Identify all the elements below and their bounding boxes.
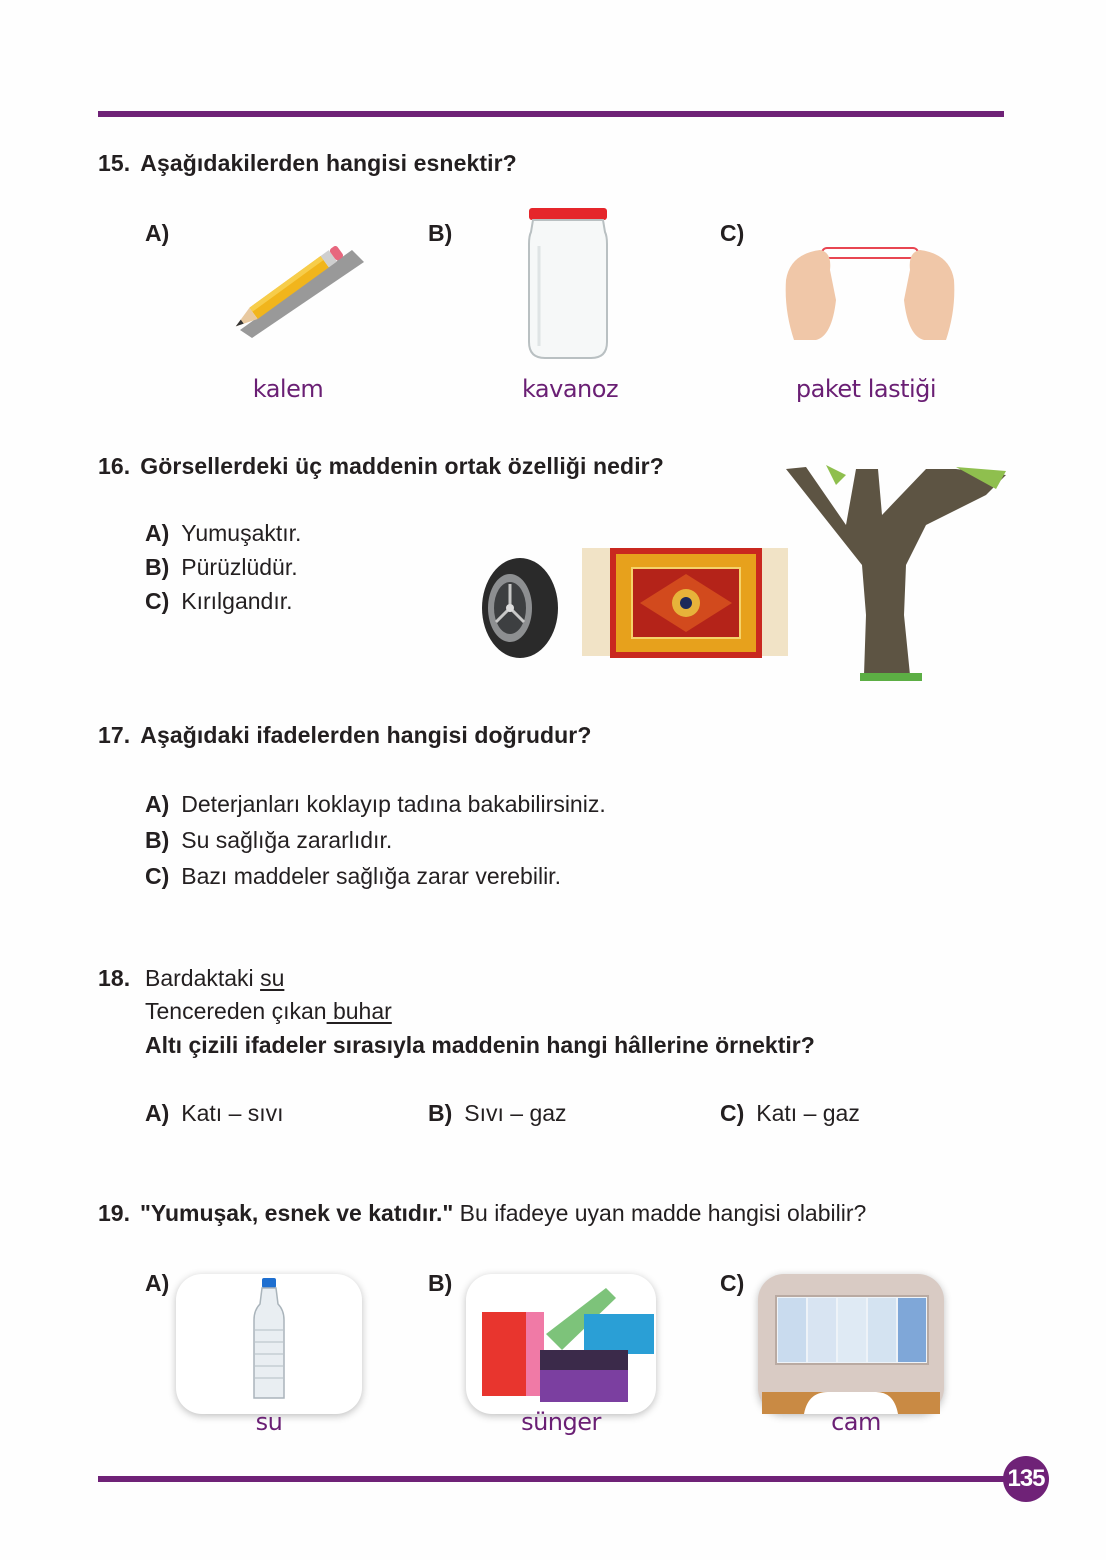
q19-option-a-caption: su [255,1408,283,1436]
question-text: Görsellerdeki üç maddenin ortak özelliği nedir? [140,453,664,479]
jar-image [525,206,611,362]
q16-option-c[interactable]: C) Kırılgandır. [145,588,293,614]
q15-option-b-caption: kavanoz [521,375,619,403]
water-bottle-card[interactable] [176,1274,362,1414]
q16-option-b[interactable]: B) Pürüzlüdür. [145,554,298,580]
underlined-word: buhar [326,998,392,1024]
pencil-image [222,222,367,342]
q17-option-c[interactable]: C) Bazı maddeler sağlığa zarar verebilir. [145,863,561,889]
question-number: 15. [98,150,131,176]
q19-option-c-caption: cam [831,1408,881,1436]
question-19 [98,1200,866,1227]
sponges-card[interactable] [466,1274,656,1414]
question-quote: "Yumuşak, esnek ve katıdır." [139,1200,454,1226]
q18-line-1: Bardaktaki su [145,965,285,991]
question-18-number: 18. [98,965,131,991]
q19-option-b-label: B) [428,1270,453,1296]
q18-option-a[interactable]: A) Katı – sıvı [145,1100,284,1126]
q15-option-b-label: B) [428,220,453,246]
q17-option-a[interactable]: A) Deterjanları koklayıp tadına bakabilirsiniz. [145,791,606,817]
page-number-badge: 135 [1003,1456,1049,1502]
sponges-image [466,1274,656,1414]
rubber-band-image [780,240,960,342]
q17-option-b[interactable]: B) Su sağlığa zararlıdır. [145,827,393,853]
bottom-divider [98,1476,1008,1482]
q15-option-a-caption: kalem [252,375,324,403]
q19-option-b-caption: sünger [521,1408,601,1436]
q19-option-c-label: C) [720,1270,745,1296]
question-17 [98,722,591,749]
q15-option-a-label: A) [145,220,170,246]
q18-line-2: Tencereden çıkan buhar [145,998,392,1024]
q19-option-a-label: A) [145,1270,170,1296]
q18-question: Altı çizili ifadeler sırasıyla maddenin hangi hâllerine örnektir? [145,1032,815,1058]
question-number: 19. [98,1200,130,1226]
window-card[interactable] [758,1274,944,1414]
tire-image [480,556,560,660]
question-number: 17. [98,722,131,748]
question-text: Bu ifadeye uyan madde hangisi olabilir? [453,1200,867,1226]
window-image [758,1274,944,1414]
question-text: Aşağıdakilerden hangisi esnektir? [140,150,517,176]
question-15 [98,150,517,177]
top-divider [98,111,1004,117]
q16-option-a[interactable]: A) Yumuşaktır. [145,520,302,546]
tree-trunk-image [786,465,1008,685]
question-text: Aşağıdaki ifadelerden hangisi doğrudur? [140,722,592,748]
underlined-word: su [260,965,285,991]
water-bottle-image [176,1274,362,1414]
q18-option-b[interactable]: B) Sıvı – gaz [428,1100,567,1126]
q15-option-c-caption: paket lastiği [795,375,937,403]
question-number: 16. [98,453,131,479]
q18-option-c[interactable]: C) Katı – gaz [720,1100,860,1126]
question-16 [98,453,664,480]
q15-option-c-label: C) [720,220,745,246]
carpet-image [582,540,788,664]
